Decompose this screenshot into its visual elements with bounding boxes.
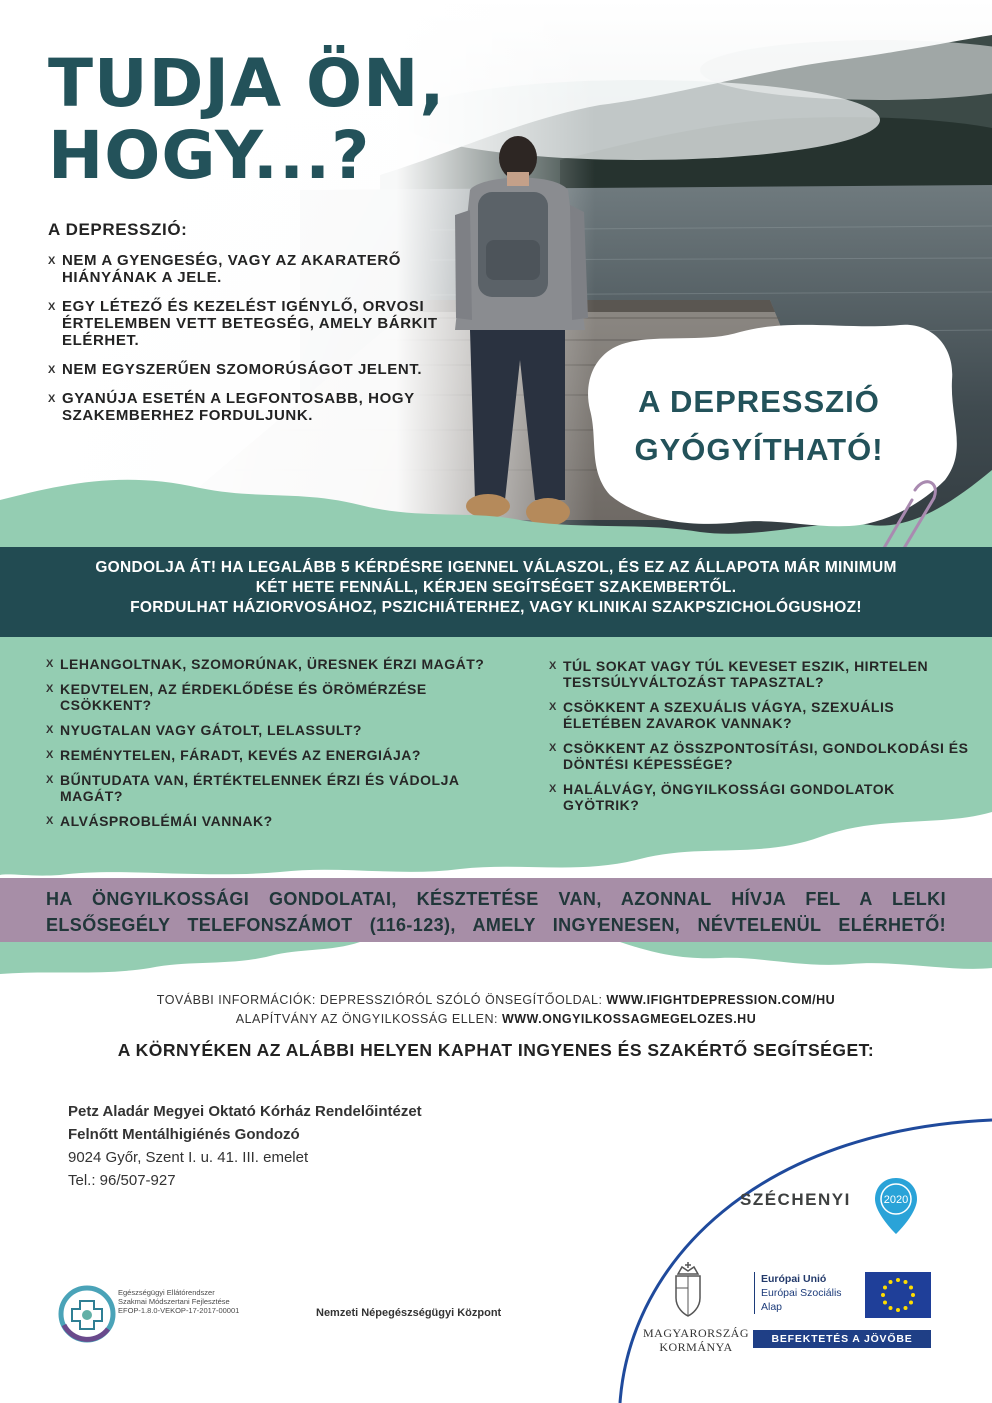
- bullet-icon: X: [48, 393, 56, 405]
- list-item: [48, 390, 448, 424]
- advice-line-1: GONDOLJA ÁT! HA LEGALÁBB 5 KÉRDÉSRE IGENNEL VÁLASZOL, ÉS EZ AZ ÁLLAPOTA MÁR MINIMUM: [95, 559, 897, 576]
- intro-lead: A DEPRESSZIÓ:: [48, 220, 188, 239]
- bullet-icon: X: [549, 742, 557, 754]
- bullet-icon: X: [46, 749, 54, 761]
- ongyilkossagmegelozes-link[interactable]: WWW.ONGYILKOSSAGMEGELOZES.HU: [501, 1012, 757, 1026]
- list-item: [46, 656, 486, 672]
- ifightdepression-link[interactable]: WWW.IFIGHTDEPRESSION.COM/HU: [606, 993, 836, 1007]
- question-text: NYUGTALAN VAGY GÁTOLT, LELASSULT?: [60, 722, 362, 738]
- list-item: [549, 699, 969, 731]
- efop-line-1: Egészségügyi Ellátórendszer: [118, 1288, 215, 1297]
- invest-badge: BEFEKTETÉS A JÖVŐBE: [753, 1330, 931, 1348]
- bullet-icon: X: [48, 255, 56, 267]
- bullet-icon: X: [46, 815, 54, 827]
- questions-left-list: [46, 656, 486, 838]
- eu-line-1: Európai Unió: [761, 1273, 827, 1285]
- government-logo-text: [636, 1326, 756, 1354]
- page-title: [48, 45, 446, 194]
- questions-right-list: [549, 658, 969, 822]
- hungarian-crest-icon: [668, 1262, 708, 1322]
- eu-line-3: Alap: [761, 1301, 783, 1313]
- question-text: BŰNTUDATA VAN, ÉRTÉKTELENNEK ÉRZI ÉS VÁDOLJA MAGÁT?: [60, 772, 459, 804]
- szechenyi-pin-icon: [872, 1176, 920, 1236]
- address-org-2: Felnőtt Mentálhigiénés Gondozó: [68, 1126, 300, 1143]
- bullet-icon: X: [48, 301, 56, 313]
- list-item: [46, 681, 486, 713]
- info-label: ALAPÍTVÁNY AZ ÖNGYILKOSSÁG ELLEN:: [235, 1012, 502, 1026]
- address-street: 9024 Győr, Szent I. u. 41. III. emelet: [68, 1149, 309, 1166]
- efop-line-2: Szakmai Módszertani Fejlesztése: [118, 1297, 230, 1306]
- crisis-band: [0, 878, 992, 942]
- question-text: TÚL SOKAT VAGY TÚL KEVESET ESZIK, HIRTELEN TESTSÚLYVÁLTOZÁST TAPASZTAL?: [563, 658, 929, 690]
- list-item-text: EGY LÉTEZŐ ÉS KEZELÉST IGÉNYLŐ, ORVOSI ÉRTELEMBEN VETT BETEGSÉG, AMELY BÁRKIT ELÉRHET.: [62, 298, 438, 349]
- advice-band: [0, 547, 992, 637]
- list-item-text: NEM EGYSZERŰEN SZOMORÚSÁGOT JELENT.: [62, 361, 423, 378]
- list-item: [46, 772, 486, 804]
- question-text: HALÁLVÁGY, ÖNGYILKOSSÁGI GONDOLATOK GYÖTRIK?: [563, 781, 895, 813]
- list-item-text: NEM A GYENGESÉG, VAGY AZ AKARATERŐ HIÁNYÁNAK A JELE.: [62, 252, 402, 286]
- gov-line-2: KORMÁNYA: [659, 1340, 733, 1354]
- question-text: CSÖKKENT A SZEXUÁLIS VÁGYA, SZEXUÁLIS ÉLETÉBEN ZAVAROK VANNAK?: [563, 699, 895, 731]
- title-line-2: HOGY...?: [48, 117, 371, 194]
- list-item: [46, 722, 486, 738]
- slogan-line-2: GYÓGYÍTHATÓ!: [634, 432, 884, 467]
- help-heading: A KÖRNYÉKEN AZ ALÁBBI HELYEN KAPHAT INGYENES ÉS SZAKÉRTŐ SEGÍTSÉGET:: [117, 1040, 875, 1060]
- address-phone: Tel.: 96/507-927: [68, 1172, 176, 1189]
- list-item: [46, 747, 486, 763]
- question-text: REMÉNYTELEN, FÁRADT, KEVÉS AZ ENERGIÁJA?: [60, 747, 421, 763]
- bullet-icon: X: [549, 701, 557, 713]
- mint-torn-edge: [0, 942, 992, 982]
- bullet-icon: X: [549, 783, 557, 795]
- efop-logo-icon: [58, 1285, 116, 1343]
- szechenyi-logo-text: SZÉCHENYI: [740, 1190, 851, 1209]
- list-item-text: GYANÚJA ESETÉN A LEGFONTOSABB, HOGY SZAKEMBERHEZ FORDULJUNK.: [62, 390, 415, 424]
- crisis-line-2: ELSŐSEGÉLY TELEFONSZÁMOT (116-123), AMELY INGYENESEN, NÉVTELENÜL ELÉRHETŐ!: [46, 915, 946, 935]
- info-line-1: [0, 993, 992, 1007]
- bullet-icon: X: [46, 683, 54, 695]
- eu-logo-text: [754, 1272, 842, 1314]
- address-block: [68, 1100, 422, 1192]
- list-item: [549, 658, 969, 690]
- efop-code: EFOP-1.8.0-VEKOP-17-2017-00001: [118, 1306, 240, 1315]
- address-org-1: Petz Aladár Megyei Oktató Kórház Rendelőintézet: [68, 1103, 422, 1120]
- decorative-arc: [560, 1100, 992, 1403]
- szechenyi-year: 2020: [883, 1194, 909, 1206]
- slogan: [575, 378, 943, 474]
- list-item: [48, 252, 448, 286]
- advice-line-2: KÉT HETE FENNÁLL, KÉRJEN SEGÍTSÉGET SZAKEMBERTŐL.: [255, 579, 737, 596]
- question-text: ALVÁSPROBLÉMÁI VANNAK?: [60, 813, 273, 829]
- bullet-icon: X: [46, 724, 54, 736]
- list-item: [48, 361, 448, 378]
- info-line-2: [0, 1012, 992, 1026]
- eu-flag-icon: [865, 1272, 931, 1318]
- list-item: [549, 740, 969, 772]
- nnk-logo-text: Nemzeti Népegészségügyi Központ: [316, 1307, 502, 1319]
- list-item: [48, 298, 448, 349]
- eu-line-2: Európai Szociális: [761, 1287, 842, 1299]
- slogan-line-1: A DEPRESSZIÓ: [638, 384, 880, 419]
- efop-logo-text: [118, 1288, 239, 1315]
- list-item: [46, 813, 486, 829]
- bullet-icon: X: [48, 364, 56, 376]
- question-text: KEDVTELEN, AZ ÉRDEKLŐDÉSE ÉS ÖRÖMÉRZÉSE CSÖKKENT?: [60, 681, 427, 713]
- gov-line-1: MAGYARORSZÁG: [642, 1326, 749, 1340]
- question-text: LEHANGOLTNAK, SZOMORÚNAK, ÜRESNEK ÉRZI MAGÁT?: [60, 656, 485, 672]
- bullet-icon: X: [46, 658, 54, 670]
- intro-section: [48, 220, 448, 436]
- list-item: [549, 781, 969, 813]
- advice-line-3: FORDULHAT HÁZIORVOSÁHOZ, PSZICHIÁTERHEZ, VAGY KLINIKAI SZAKPSZICHOLÓGUSHOZ!: [130, 599, 862, 616]
- question-text: CSÖKKENT AZ ÖSSZPONTOSÍTÁSI, GONDOLKODÁSI ÉS DÖNTÉSI KÉPESSÉGE?: [563, 740, 969, 772]
- bullet-icon: X: [46, 774, 54, 786]
- info-label: TOVÁBBI INFORMÁCIÓK: DEPRESSZIÓRÓL SZÓLÓ ÖNSEGÍTŐOLDAL:: [156, 993, 607, 1007]
- title-line-1: TUDJA ÖN,: [48, 45, 446, 122]
- crisis-line-1: HA ÖNGYILKOSSÁGI GONDOLATAI, KÉSZTETÉSE VAN, AZONNAL HÍVJA FEL A LELKI: [46, 889, 946, 909]
- bullet-icon: X: [549, 660, 557, 672]
- intro-list: [48, 252, 448, 424]
